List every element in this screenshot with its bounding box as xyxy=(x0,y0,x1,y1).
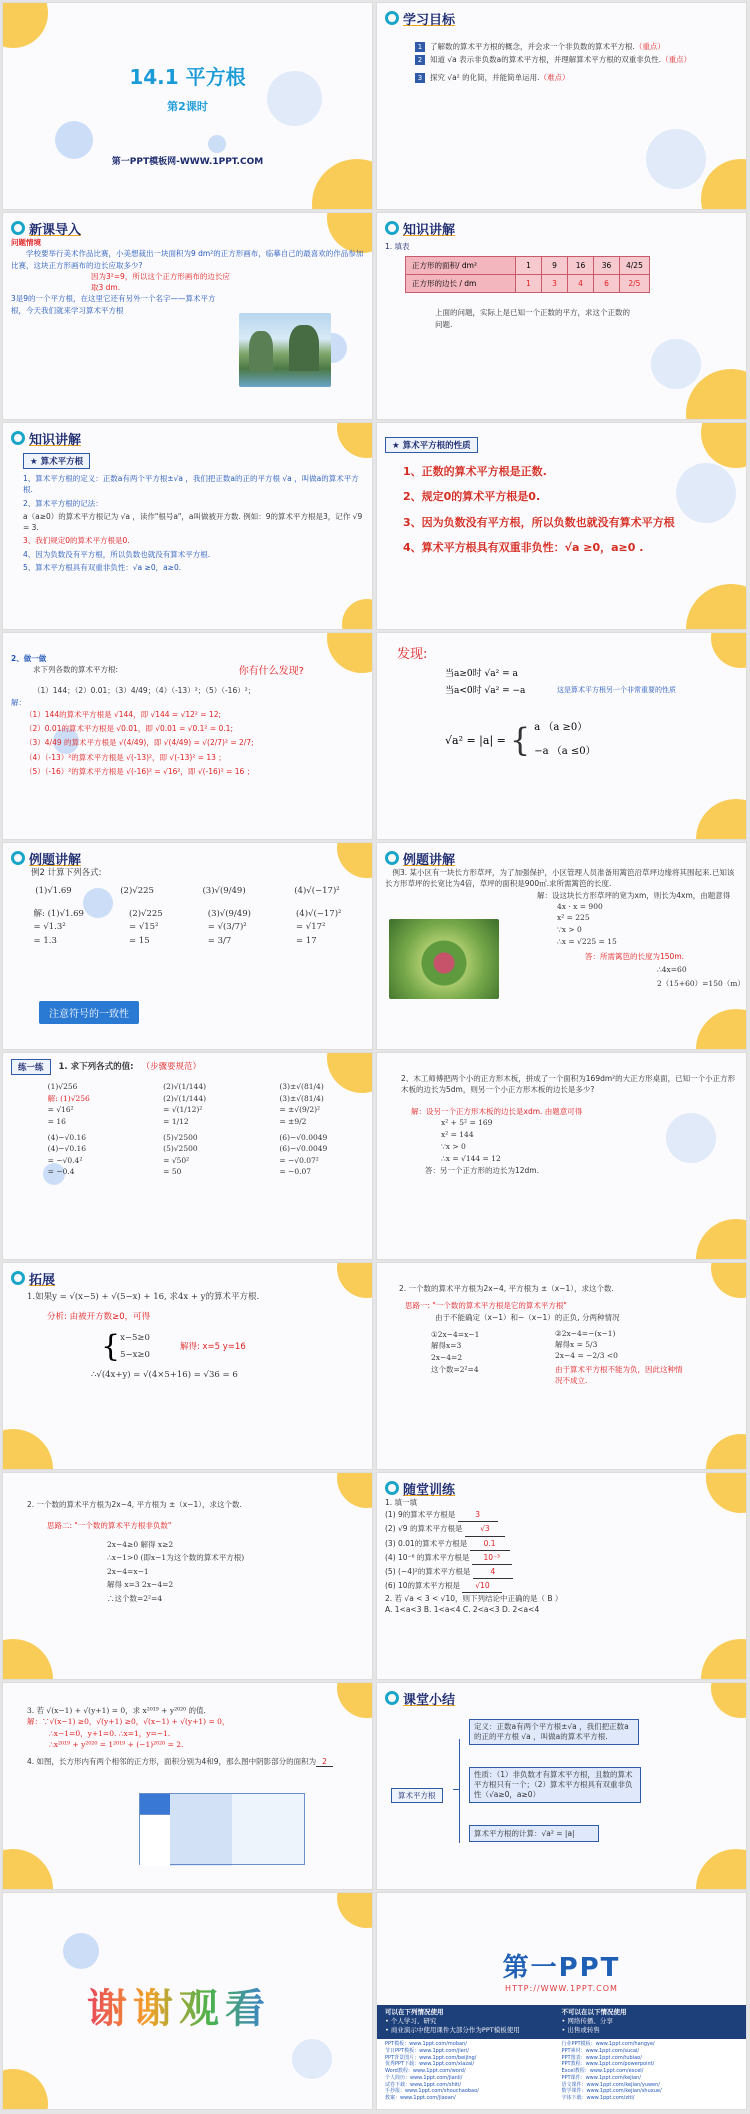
section-header: 新课导入 xyxy=(29,222,82,238)
tag-text: （步骤要规范） xyxy=(141,1061,202,1072)
task-text: 1. 求下列各式的值: xyxy=(58,1061,134,1072)
slide-definition xyxy=(2,422,373,630)
section-header: 例题讲解 xyxy=(29,852,82,868)
question-item: (3)√(9/49) xyxy=(202,886,246,897)
rule-line: 当a≥0时 √a² = a xyxy=(445,669,518,679)
brand-logo: 第一PPT xyxy=(502,1953,621,1983)
question-item: (4)√(−17)² xyxy=(294,886,340,897)
slide-try xyxy=(2,632,373,840)
task-label: 1. 填表 xyxy=(385,242,410,251)
def-item: 1、算术平方根的定义：正数a有两个平方根±√a ，我们把正数a的正的平方根 √a ，叫做a的算术平方根. xyxy=(23,474,359,495)
summary-calc: 算术平方根的计算：√a² = |a| xyxy=(469,1825,599,1842)
resource-link[interactable]: 个人简历：www.1ppt.com/jianli/ xyxy=(385,2074,463,2081)
solution-line: （2）0.01的算术平方根是 √0.01，即 √0.01 = √0.1² = 0.1; xyxy=(25,724,233,733)
section-header: 知识讲解 xyxy=(29,432,82,448)
question-text: 2、木工师傅把两个小的正方形木板，拼成了一个面积为169dm²的大正方形桌面，已知一个小正方形木板的边长为5dm，则另一个小正方形木板的边长是多少? xyxy=(401,1074,736,1095)
slide-example2: 例题讲解 例2 计算下列各式: (1)√1.69 (2)√225 (3)√(9/49) (4)√(−17)² 解: (1)√1.69 = √1.3² = 1.3 (2)√225 = √15² = 15 (3)√(9/49) = √(3/7)² = 3/7 (4)√(−17)² = √17² = 17 注意符号的一致性 xyxy=(2,842,373,1050)
slide-extension: 拓展 1.如果y = √(x−5) + √(5−x) + 16, 求4x + y的算术平方根. 分析: 由被开方数≥0，可得 { x−5≥0 5−x≥0 解得: x=5 y=16 ∴√(4x+y) = √(4×5+16) = √36 = 6 xyxy=(2,1262,373,1470)
resource-link[interactable]: 优秀PPT下载：www.1ppt.com/xiazai/ xyxy=(385,2061,475,2068)
section-header: 随堂训练 xyxy=(403,1482,456,1498)
question-item: (1)√1.69 xyxy=(35,886,72,897)
objective-item: 1 了解数的算术平方根的概念，并会求一个非负数的算术平方根.（重点） xyxy=(415,41,738,52)
brace-icon: { xyxy=(101,1329,121,1365)
practice-box: 练一练 xyxy=(11,1059,51,1075)
resource-link[interactable]: 手抄报：www.1ppt.com/shouchaobao/ xyxy=(385,2088,479,2095)
solution-label: 解：设这块长方形草坪的宽为xm，则长为4xm，由题意得 xyxy=(537,890,731,900)
resource-link[interactable]: PPT模板：www.1ppt.com/moban/ xyxy=(385,2041,467,2047)
resource-link[interactable]: PPT背景图片：www.1ppt.com/beijing/ xyxy=(385,2054,477,2061)
property-item: 2、规定0的算术平方根是0. xyxy=(403,490,541,504)
slide-thanks xyxy=(2,1892,373,2110)
slide-practice-quiz xyxy=(376,1472,747,1680)
problem-text: 学校要举行美术作品比赛，小美想裁出一块面积为9 dm²的正方形画布，临摹自己的最喜欢的作品参加比赛，这块正方形画布的边长应取多少? xyxy=(11,249,364,270)
case-item: −a （a ≤0） xyxy=(534,746,596,757)
note-text: 由于算术平方根不能为负，因此这种情况不成立. xyxy=(555,1365,683,1386)
resource-link[interactable]: 试卷下载：www.1ppt.com/shiti/ xyxy=(385,2081,462,2088)
table-row: 正方形的面积/ dm² 1 9 16 36 4/25 xyxy=(406,257,650,275)
target-icon xyxy=(385,11,399,25)
question-text: 4. 如图，长方形内有两个相邻的正方形，面积分别为4和9，那么图中阴影部分的面积为 2 xyxy=(11,1756,351,1767)
slide-discovery xyxy=(376,632,747,840)
case-item: a （a ≥0） xyxy=(534,722,588,733)
topic-box: ★ 算术平方根的性质 xyxy=(385,437,478,453)
quiz-item: (1) 9的算术平方根是 3 xyxy=(385,1508,738,1522)
target-icon xyxy=(385,851,399,865)
quiz-item: (6) 10的算术平方根是 √10 xyxy=(385,1579,738,1593)
resource-link[interactable]: 教案：www.1ppt.com/jiaoan/ xyxy=(385,2095,456,2101)
note-text: 这是算术平方根另一个非常重要的性质 xyxy=(557,686,676,694)
quiz-item: (3) 0.01的算术平方根是 0.1 xyxy=(385,1537,738,1551)
answer-text: 因为3²=9，所以这个正方形画布的边长应取3 dm. xyxy=(91,271,230,292)
brand-text: 第一PPT模板网-WWW.1PPT.COM xyxy=(111,157,264,167)
solution-line: ∴x−1=0，y+1=0. ∴x=1，y=−1. xyxy=(49,1728,171,1738)
question-text: 2. 若 √a < 3 < √10，则下列结论中正确的是（ B ） xyxy=(385,1594,563,1603)
rule-line: 当a<0时 √a² = −a xyxy=(445,686,526,696)
slide-intro xyxy=(2,212,373,420)
task-label: 1. 填一填 xyxy=(385,1498,418,1507)
solution-label: 解：设另一个正方形木板的边长是xdm. 由题意可得 xyxy=(411,1106,583,1116)
analysis-text: 分析: 由被开方数≥0，可得 xyxy=(47,1312,151,1323)
brand-url: HTTP://WWW.1PPT.COM xyxy=(505,1984,618,1993)
slide-practice2: 2、木工师傅把两个小的正方形木板，拼成了一个面积为169dm²的大正方形桌面，已知一个小正方形木板的边长为5dm，则另一个小正方形木板的边长是多少? 解：设另一个正方形木板的边长是xdm. 由题意可得 x² + 5² = 169 x² = 144 ∵x > 0 ∴x = √144 = 12 答：另一个正方形的边长为12dm. xyxy=(376,1052,747,1260)
def-item: a（a≥0）的算术平方根记为 √a ，读作"根号a"，a叫做被开方数. 例如：9的算术平方根是3，记作 √9 = 3. xyxy=(23,511,363,532)
solution-label: 解： xyxy=(11,697,26,707)
summary-property: 性质：（1）非负数才有算术平方根，且数的算术平方根只有一个；（2）算术平方根具有双重非负性（√a≥0，a≥0） xyxy=(469,1767,641,1803)
def-item: 5、算术平方根具有双重非负性：√a ≥0，a≥0. xyxy=(23,562,182,572)
def-item: 2、算术平方根的记法： xyxy=(23,498,103,508)
slide-example3: 例题讲解 例3. 某小区有一块长方形草坪，为了加强保护，小区管理人员准备用篱笆沿草坪边缘将其围起来.已知该长方形草坪的长宽比为4倍，草坪的面积是900㎡.求所需篱笆的长度. 解：设这块长方形草坪的宽为xm，则长为4xm，由题意得 4x · x = 900 x² = 225 ∵x > 0 ∴x = √225 = 15 ∴4x=60 2（15+60）=150（m） 答：所需篱笆的长度为150m. xyxy=(376,842,747,1050)
question-text: 2. 一个数的算术平方根为2x−4, 平方根为 ±（x−1），求这个数. xyxy=(27,1500,242,1509)
slide-properties xyxy=(376,422,747,630)
section-header: 知识讲解 xyxy=(403,222,456,238)
quiz-item: (5) (−4)²的算术平方根是 4 xyxy=(385,1565,738,1579)
property-item: 1、正数的算术平方根是正数. xyxy=(403,465,547,478)
resource-link[interactable]: 字体下载：www.1ppt.com/ziti/ xyxy=(561,2095,635,2101)
def-item: 4、因为负数没有平方根，所以负数也就没有算术平方根. xyxy=(23,549,211,559)
summary-topic: 算术平方根 xyxy=(391,1788,443,1803)
number-list: （1）144；（2）0.01；（3）4/49；（4）（-13）²；（5）（-16）²； xyxy=(33,686,256,696)
solution-line: （4）（-13）²的算术平方根是 √(-13)²，即 √(-13)² = 13 ； xyxy=(25,752,226,762)
question-text: 1.如果y = √(x−5) + √(5−x) + 16, 求4x + y的算术平方根. xyxy=(27,1292,260,1302)
slide-fill-table xyxy=(376,212,747,420)
slide-summary xyxy=(376,1682,747,1890)
lesson-subtitle: 第2课时 xyxy=(167,100,208,113)
property-item: 3、因为负数没有平方根，所以负数也就没有算术平方根 xyxy=(403,515,675,529)
slide-extension2: 2. 一个数的算术平方根为2x−4, 平方根为 ±（x−1），求这个数. 思路一: "一个数的算术平方根是它的算术平方根" 由于不能确定（x−1）和−（x−1）的正负, 分两种情况 ①2x−4=x−1 解得x=3 2x−4=2 这个数=2²=4 ②2x−4=−(x−1) 解得x = 5/3 2x−4 = −2/3 <0 由于算术平方根不能为负，因此这种情况不成立. xyxy=(376,1262,747,1470)
quiz-item: (4) 10⁻⁶ 的算术平方根是 10⁻³ xyxy=(385,1551,738,1565)
property-item: 4、算术平方根具有双重非负性：√a ≥0，a≥0 . xyxy=(403,540,644,554)
resource-link[interactable]: 数学课件：www.1ppt.com/kejian/shuxue/ xyxy=(561,2088,662,2095)
objective-item: 3 探究 √a² 的化简，并能简单运用.（难点） xyxy=(415,72,738,83)
resource-link[interactable]: PPT教程：www.1ppt.com/powerpoint/ xyxy=(561,2061,655,2068)
target-icon xyxy=(11,851,25,865)
section-header: 课堂小结 xyxy=(403,1692,456,1708)
approach-label: 思路二: "一个数的算术平方根非负数" xyxy=(47,1521,172,1531)
option-list: A. 1<a<3 B. 1<a<4 C. 2<a<3 D. 2<a<4 xyxy=(385,1605,540,1615)
topic-box: ★ 算术平方根 xyxy=(23,453,90,469)
license-footer: 可以在下列情况使用 • 个人学习、研究 • 商业演示中使用课件大部分作为PPT模板使用 不可以在以下情况使用 • 网络传播、分享 • 出售或转售 PPT模板：www.1ppt.com/moban/ 节日PPT模板：www.1ppt.com/jieri/ PPT背景图片：www.1ppt.com/beijing/ 优秀PPT下载：www.1ppt.com/xiazai/ Word教程：www.1ppt.com/word/ 个人简历：www.1ppt.com/jianli/ 试卷下载：www.1ppt.com/shiti/ 手抄报：www.1ppt.com/shouchaobao/ 教案：www.1ppt.com/jiaoan/ 行业PPT模板：www.1ppt.com/hangye/ PPT素材：www.1ppt.com/sucai/ PPT图表：www.1ppt.com/tubiao/ PPT教程：www.1ppt.com/powerpoint/ Excel教程：www.1ppt.com/excel/ PPT课件：www.1ppt.com/kejian/ 语文课件：www.1ppt.com/kejian/yuwen/ 数学课件：www.1ppt.com/kejian/shuxue/ 字体下载：www.1ppt.com/ziti/ xyxy=(377,2005,746,2109)
task-text: 求下列各数的算术平方根: xyxy=(33,665,119,675)
brace-icon: { xyxy=(509,721,531,759)
example-label: 例2 计算下列各式: xyxy=(31,868,102,878)
slide-title xyxy=(2,2,373,210)
target-icon xyxy=(385,1481,399,1495)
sign-note-button: 注意符号的一致性 xyxy=(39,1001,139,1024)
objective-item: 2 知道 √a 表示非负数a的算术平方根，并理解算术平方根的双重非负性.（重点） xyxy=(415,54,738,65)
slide-practice1: 练一练 1. 求下列各式的值: （步骤要规范） (1)√256 解: (1)√256 = √16² = 16 (4)−√0.16 (4)−√0.16 = −√0.4² = −0.4 (2)√(1/144) (2)√(1/144) = √(1/12)² = 1/12 (5)√2500 (5)√2500 = √50² = 50 (3)±√(81/4) (3)±√(81/4) = ±√(9/2)² = ±9/2 (6)−√0.0049 (6)−√0.0049 = −√0.07² = −0.07 xyxy=(2,1052,373,1260)
target-icon xyxy=(385,1691,399,1705)
table-row: 正方形的边长 / dm 1 3 4 6 2/5 xyxy=(406,275,650,293)
example-text: 例3. 某小区有一块长方形草坪，为了加强保护，小区管理人员准备用篱笆沿草坪边缘将其围起来.已知该长方形草坪的长宽比为4倍，草坪的面积是900㎡.求所需篱笆的长度. xyxy=(385,868,735,889)
resource-link[interactable]: PPT课件：www.1ppt.com/kejian/ xyxy=(561,2074,641,2081)
resource-link[interactable]: 行业PPT模板：www.1ppt.com/hangye/ xyxy=(561,2041,655,2047)
answer-text: 答：另一个正方形的边长为12dm. xyxy=(425,1165,539,1175)
resource-link[interactable]: PPT素材：www.1ppt.com/sucai/ xyxy=(561,2047,640,2054)
solution-line: （1）144的算术平方根是 √144，即 √144 = √12² = 12; xyxy=(25,709,222,719)
section-header: 学习目标 xyxy=(385,9,738,27)
thanks-text: 谢谢观看 xyxy=(87,1977,271,2034)
square-table xyxy=(405,256,650,293)
question-item: (2)√225 xyxy=(120,886,154,897)
intro-text: 3是9的一个平方根，在这里它还有另外一个名字——算术平方根，今天我们就来学习算术平方根 xyxy=(11,294,216,315)
resource-link[interactable]: PPT图表：www.1ppt.com/tubiao/ xyxy=(561,2054,642,2061)
slide-extension3: 2. 一个数的算术平方根为2x−4, 平方根为 ±（x−1），求这个数. 思路二: "一个数的算术平方根非负数" 2x−4≥0 解得 x≥2 ∴x−1>0 (即x−1为这个数的算术平方根) 2x−4=x−1 解得 x=3 2x−4=2 ∴这个数=2²=4 xyxy=(2,1472,373,1680)
target-icon xyxy=(11,431,25,445)
resource-link[interactable]: Excel教程：www.1ppt.com/excel/ xyxy=(561,2068,644,2074)
page-title: 14.1 平方根 xyxy=(129,65,246,89)
solution-line: （3）4/49 的算术平方根是 √(4/49)，即 √(4/49) = √(2/7)² = 2/7; xyxy=(25,738,254,748)
discovery-title: 发现: xyxy=(397,647,428,662)
section-header: 拓展 xyxy=(29,1272,56,1288)
target-icon xyxy=(385,221,399,235)
answer-text: 答：所需篱笆的长度为150m. xyxy=(585,952,685,962)
problem-label: 问题情境 xyxy=(11,238,41,247)
slide-objectives xyxy=(376,2,747,210)
resource-link[interactable]: 节日PPT模板：www.1ppt.com/jieri/ xyxy=(385,2047,469,2054)
result-text: 解得: x=5 y=16 xyxy=(179,1342,246,1353)
approach-note: 由于不能确定（x−1）和−（x−1）的正负, 分两种情况 xyxy=(435,1312,620,1322)
section-header: 例题讲解 xyxy=(403,852,456,868)
resource-link[interactable]: Word教程：www.1ppt.com/word/ xyxy=(385,2068,466,2074)
summary-definition: 定义：正数a有两个平方根±√a ，我们把正数a的正的平方根 √a ，叫做a的算术平方根. xyxy=(469,1719,639,1745)
quiz-item: (2) √9 的算术平方根是 √3 xyxy=(385,1522,738,1536)
def-item: 3、我们规定0的算术平方根是0. xyxy=(23,536,130,546)
question-text: 3. 若 √(x−1) + √(y+1) = 0，求 x²⁰¹⁹ + y²⁰²⁰ 的值. xyxy=(27,1706,206,1715)
approach-label: 思路一: "一个数的算术平方根是它的算术平方根" xyxy=(405,1301,567,1311)
abs-formula: √a² = |a| = xyxy=(445,733,506,747)
resource-link[interactable]: 语文课件：www.1ppt.com/kejian/yuwen/ xyxy=(561,2081,660,2088)
question-text: 你有什么发现? xyxy=(238,666,304,678)
target-icon xyxy=(11,221,25,235)
slide-practice3 xyxy=(2,1682,373,1890)
slide-brand xyxy=(376,1892,747,2110)
solution-line: ∴x²⁰¹⁹ + y²⁰²⁰ = 1²⁰¹⁹ + (−1)²⁰²⁰ = 2. xyxy=(49,1739,184,1749)
final-result: ∴√(4x+y) = √(4×5+16) = √36 = 6 xyxy=(91,1370,238,1381)
target-icon xyxy=(11,1271,25,1285)
note-text: 上面的问题，实际上是已知一个正数的平方，求这个正数的问题. xyxy=(435,308,630,329)
solution-line: 解：∵√(x−1) ≥0，√(y+1) ≥0，√(x−1) + √(y+1) = 0， xyxy=(27,1717,230,1727)
task-label: 2、做一做 xyxy=(11,654,47,663)
solution-line: （5）（-16）²的算术平方根是 √(-16)² = √16²，即 √(-16)² = 16 ； xyxy=(25,766,255,776)
question-text: 2. 一个数的算术平方根为2x−4, 平方根为 ±（x−1），求这个数. xyxy=(399,1284,614,1293)
